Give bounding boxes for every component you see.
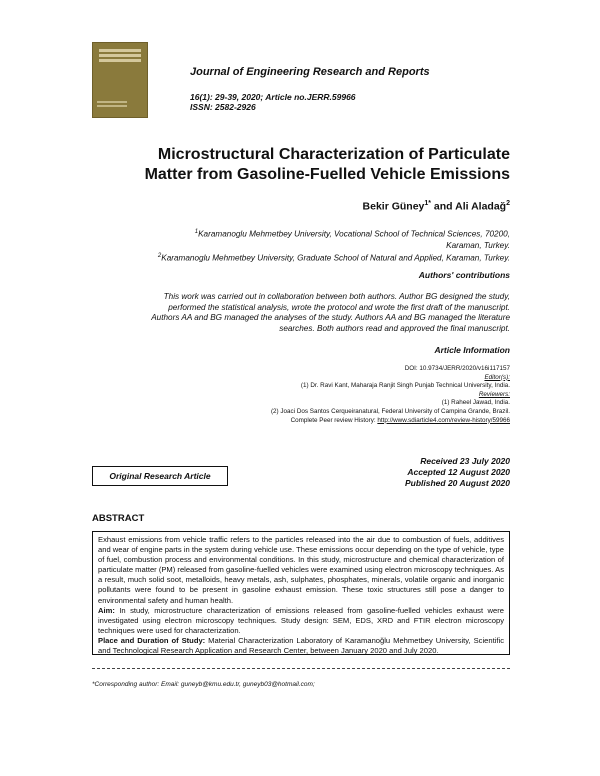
affiliation-2-mark: 2 <box>157 252 162 259</box>
aim-label: Aim: <box>98 605 115 615</box>
author-connector: and <box>431 200 456 213</box>
contributions-text <box>90 292 510 334</box>
contributions-line: searches. Both authors read and approved the final manuscript. <box>279 323 510 333</box>
article-info-heading: Article Information <box>434 345 510 355</box>
citation: 16(1): 29-39, 2020; Article no.JERR.59966 <box>190 92 356 102</box>
footnote-divider <box>92 668 510 669</box>
author-list <box>100 200 510 213</box>
title-line-1: Microstructural Characterization of Particulate <box>157 146 510 163</box>
reviewer-2: (2) Joaci Dos Santos Cerqueiranatural, Federal University of Campina Grande, Brazil. <box>270 407 510 415</box>
journal-cover-image <box>92 42 148 118</box>
abstract-body: Exhaust emissions from vehicle traffic refers to the particles released into the air due to combustion of fuels, additives and wear of engine parts in the system during vehicle use. These emissions occur depending on the type of vehicle, type of fuel, combustion process and environmental conditions. In this study, microstructure and chemical characterization of particulate matter (PM) released from gasoline-fuelled vehicles were examined using electron microscopy techniques. As a result, much solid soot, metalloids, heavy metals, ash, sulphates, phosphates, minerals, volatile organic and inorganic pollutants were found to be present in gasoline exhaust emission. These toxic structures still pose a danger to environmental safety and human health. <box>98 535 504 605</box>
history-prefix: Complete Peer review History: <box>290 416 378 424</box>
contributions-heading: Authors' contributions <box>418 270 510 280</box>
article-type: Original Research Article <box>109 471 211 481</box>
affiliation-2-line1: Karamanoglu Mehmetbey University, Graduate School of Natural and Applied, Karaman, Turkey. <box>161 253 510 263</box>
paper-title <box>100 145 510 185</box>
author-2-mark: 2 <box>506 200 510 207</box>
aim-text: In study, microstructure characterization of emissions released from gasoline-fuelled vehicles exhaust were investigated using electron microscopy techniques. Study design: SEM, EDS, XRD and FTIR electron microscopy techniques were used for characterization. <box>98 605 504 635</box>
editor-label: Editor(s): <box>484 373 510 381</box>
author-2: Ali Aladağ <box>455 200 507 213</box>
author-1: Bekir Güney <box>362 200 425 213</box>
affiliation-1-line2: Karaman, Turkey. <box>446 240 510 250</box>
abstract-box <box>92 531 510 655</box>
contributions-line: Authors AA and BG managed the analyses of the study. Authors AA and BG managed the literature <box>151 313 510 322</box>
title-line-2: Matter from Gasoline-Fuelled Vehicle Emissions <box>144 166 510 183</box>
article-type-box <box>92 466 228 486</box>
affiliation-1-mark: 1 <box>194 229 199 235</box>
issn: ISSN: 2582-2926 <box>190 102 256 112</box>
journal-name: Journal of Engineering Research and Reports <box>190 66 430 78</box>
editor-1: (1) Dr. Ravi Kant, Maharaja Ranjit Singh Punjab Technical University, India. <box>300 382 510 390</box>
reviewer-1: (1) Raheel Jawad, India. <box>441 399 510 407</box>
received-date: Received 23 July 2020 <box>420 456 510 466</box>
reviewers-label: Reviewers: <box>478 390 510 398</box>
affiliation-1-line1: Karamanoglu Mehmetbey University, Vocational School of Technical Sciences, 70200, <box>198 229 510 239</box>
doi: DOI: 10.9734/JERR/2020/v16i117157 <box>404 365 510 372</box>
dates <box>300 456 510 489</box>
contributions-line: performed the statistical analysis, wrote the protocol and wrote the first draft of the manuscript. <box>168 302 510 312</box>
place-text: Material Characterization Laboratory of Karamanoğlu Mehmetbey University, Scientific and Technological Research Application and Research Center, between January 2020 and July 2020. <box>98 635 504 656</box>
abstract-heading: ABSTRACT <box>92 513 145 524</box>
article-info <box>100 365 510 425</box>
review-history-link[interactable]: http://www.sdiarticle4.com/review-history/59966 <box>377 416 510 424</box>
published-date: Published 20 August 2020 <box>404 478 510 488</box>
place-label: Place and Duration of Study: <box>98 635 206 645</box>
affiliations <box>100 227 510 263</box>
author-1-mark: 1* <box>424 200 432 207</box>
corresponding-author-footnote: *Corresponding author: Email: guneyb@kmu.edu.tr, guneyb03@hotmail.com; <box>92 681 315 688</box>
contributions-line: This work was carried out in collaboration between both authors. Author BG designed the study, <box>163 292 510 301</box>
accepted-date: Accepted 12 August 2020 <box>407 467 510 477</box>
